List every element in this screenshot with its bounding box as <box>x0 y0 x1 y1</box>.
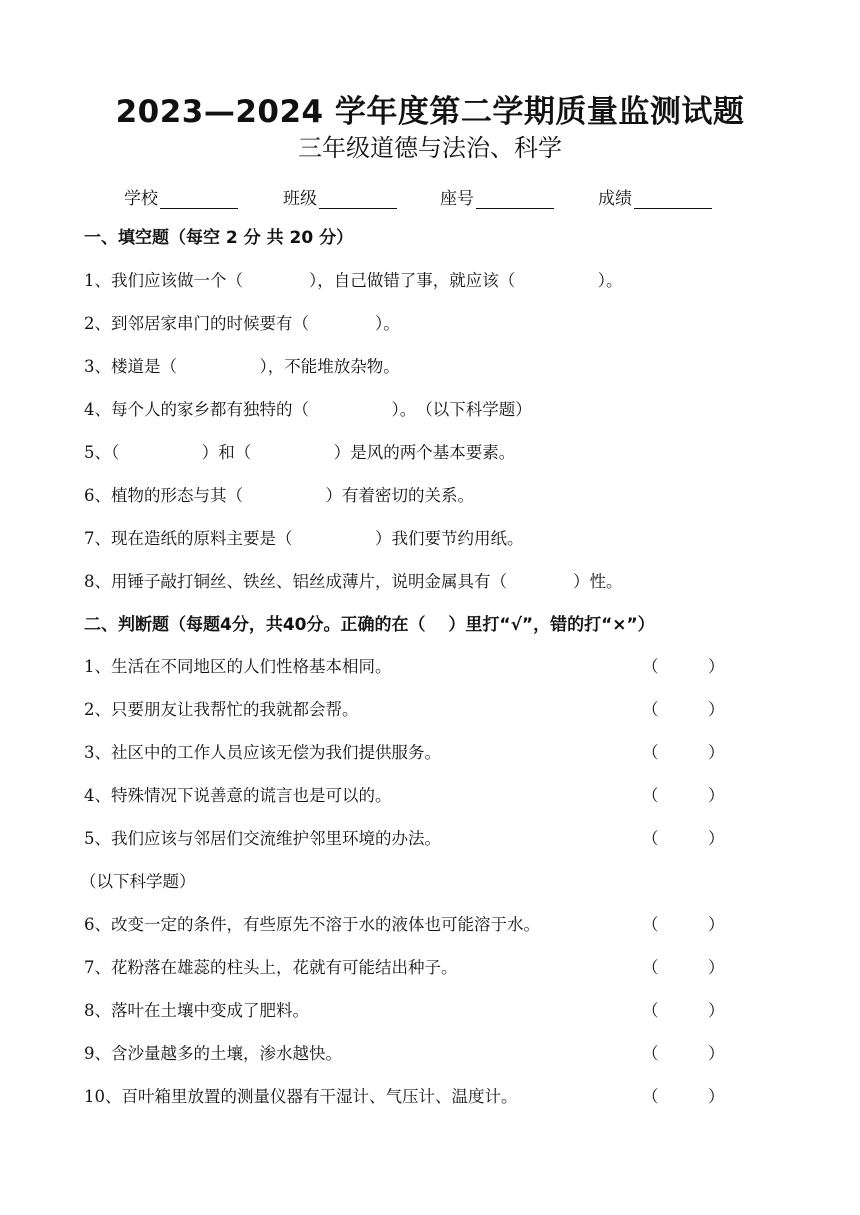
class-blank[interactable] <box>319 190 397 209</box>
answer-box[interactable]: （ ） <box>642 743 725 762</box>
score-label: 成绩 <box>598 189 632 209</box>
fill-question: 1、我们应该做一个（ ），自己做错了事，就应该（ ）。 <box>84 271 623 290</box>
fill-question: 7、现在造纸的原料主要是（ ）我们要节约用纸。 <box>84 529 524 548</box>
fill-question: 6、植物的形态与其（ ）有着密切的关系。 <box>84 486 474 505</box>
judge-question: 7、花粉落在雄蕊的柱头上，花就有可能结出种子。 <box>84 958 458 977</box>
seat-blank[interactable] <box>476 190 554 209</box>
answer-box[interactable]: （ ） <box>642 700 725 719</box>
answer-box[interactable]: （ ） <box>642 915 725 934</box>
exam-title: 2023—2024 学年度第二学期质量监测试题 <box>115 94 745 130</box>
judge-question: 1、生活在不同地区的人们性格基本相同。 <box>84 657 392 676</box>
science-note: （以下科学题） <box>80 872 196 891</box>
fill-question: 8、用锤子敲打铜丝、铁丝、铝丝成薄片，说明金属具有（ ）性。 <box>84 572 623 591</box>
score-blank[interactable] <box>634 190 712 209</box>
class-label: 班级 <box>283 189 317 209</box>
school-field[interactable] <box>124 184 238 209</box>
seat-field[interactable] <box>440 184 554 209</box>
fill-question: 4、每个人的家乡都有独特的（ ）。 （以下科学题） <box>84 400 532 419</box>
fill-question: 2、到邻居家串门的时候要有（ ）。 <box>84 314 400 333</box>
section1-heading: 一、填空题（每空 2 分 共 20 分） <box>84 228 354 248</box>
answer-box[interactable]: （ ） <box>642 657 725 676</box>
section2-heading: 二、判断题（每题4分，共40分。正确的在（ ）里打“√”，错的打“×”） <box>84 615 655 635</box>
school-label: 学校 <box>124 189 158 209</box>
seat-label: 座号 <box>440 189 474 209</box>
judge-question: 6、改变一定的条件，有些原先不溶于水的液体也可能溶于水。 <box>84 915 540 934</box>
answer-box[interactable]: （ ） <box>642 786 725 805</box>
fill-question: 5、（ ）和（ ）是风的两个基本要素。 <box>84 443 516 462</box>
class-field[interactable] <box>283 184 397 209</box>
judge-question: 4、特殊情况下说善意的谎言也是可以的。 <box>84 786 392 805</box>
judge-question: 3、社区中的工作人员应该无偿为我们提供服务。 <box>84 743 441 762</box>
answer-box[interactable]: （ ） <box>642 958 725 977</box>
answer-box[interactable]: （ ） <box>642 1087 725 1106</box>
exam-subtitle: 三年级道德与法治、科学 <box>298 134 562 162</box>
judge-question: 5、我们应该与邻居们交流维护邻里环境的办法。 <box>84 829 441 848</box>
answer-box[interactable]: （ ） <box>642 1044 725 1063</box>
answer-box[interactable]: （ ） <box>642 1001 725 1020</box>
score-field[interactable] <box>598 184 712 209</box>
judge-question: 8、落叶在土壤中变成了肥料。 <box>84 1001 309 1020</box>
judge-question: 10、百叶箱里放置的测量仪器有干湿计、气压计、温度计。 <box>84 1087 518 1106</box>
fill-question: 3、楼道是（ ），不能堆放杂物。 <box>84 357 400 376</box>
judge-question: 2、只要朋友让我帮忙的我就都会帮。 <box>84 700 359 719</box>
answer-box[interactable]: （ ） <box>642 829 725 848</box>
judge-question: 9、含沙量越多的土壤，渗水越快。 <box>84 1044 342 1063</box>
school-blank[interactable] <box>160 190 238 209</box>
